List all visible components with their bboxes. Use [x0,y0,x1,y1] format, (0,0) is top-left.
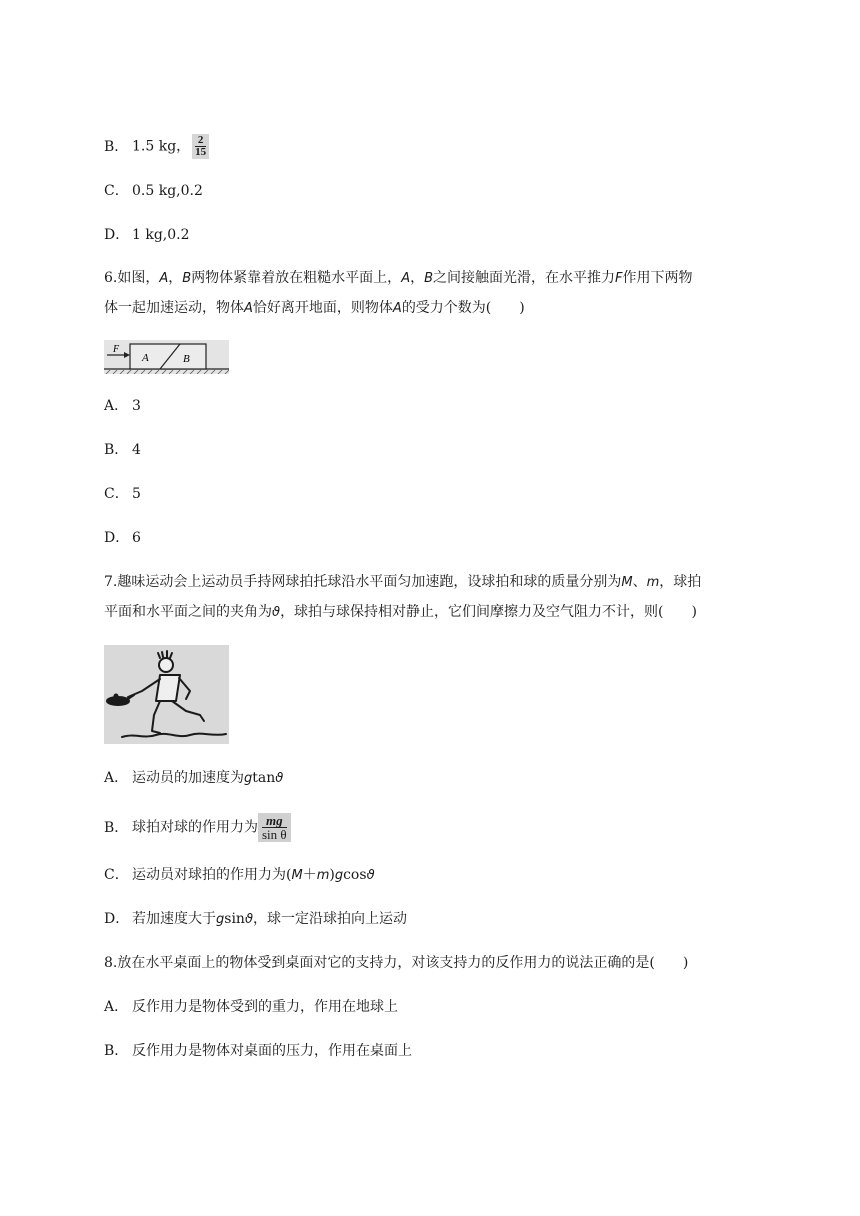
blocks-figure [104,340,229,374]
q6-stem-line2: 体一起加速运动，物体A恰好离开地面，则物体A的受力个数为( ) [104,300,525,316]
q5-option-d: D． 1 kg,0.2 [104,227,190,243]
runner-figure [104,645,229,744]
figure-label-f: F [113,344,120,355]
q7-stem-line1: 7.趣味运动会上运动员手持网球拍托球沿水平面匀加速跑，设球拍和球的质量分别为M、m，球拍 [104,574,702,590]
q7-option-a: A． 运动员的加速度为gtanϑ [104,770,284,786]
q5-option-b: B． 1.5 kg， $\frac{2}{15}$ [104,134,209,159]
q7-option-d: D． 若加速度大于gsinϑ，球一定沿球拍向上运动 [104,911,408,927]
figure-label-a: A [142,352,149,364]
q6-option-a: A． 3 [104,398,141,414]
q8-option-a: A． 反作用力是物体受到的重力，作用在地球上 [104,999,398,1015]
fraction-image: $\frac{2}{15}$ [192,134,209,159]
q7-option-c: C． 运动员对球拍的作用力为(M＋m)gcosϑ [104,867,375,883]
q6-option-b: B． 4 [104,442,141,458]
q5-option-c: C． 0.5 kg,0.2 [104,183,203,199]
fraction-image: $\frac{mg}{\text{sin θ}}$ [258,813,291,842]
q6-option-c: C． 5 [104,486,141,502]
q7-option-b: B． 球拍对球的作用力为 $\frac{mg}{\text{sin θ}}$ [104,813,291,842]
q7-stem-line2: 平面和水平面之间的夹角为ϑ，球拍与球保持相对静止，它们间摩擦力及空气阻力不计，则( ) [104,604,697,620]
q6-stem-line1: 6.如图，A，B两物体紧靠着放在粗糙水平面上，A，B之间接触面光滑，在水平推力F作用下两物 [104,270,693,286]
figure-label-b: B [183,353,190,365]
q6-option-d: D． 6 [104,530,141,546]
q8-option-b: B． 反作用力是物体对桌面的压力，作用在桌面上 [104,1043,412,1059]
q8-stem: 8.放在水平桌面上的物体受到桌面对它的支持力，对该支持力的反作用力的说法正确的是( ) [104,955,689,971]
